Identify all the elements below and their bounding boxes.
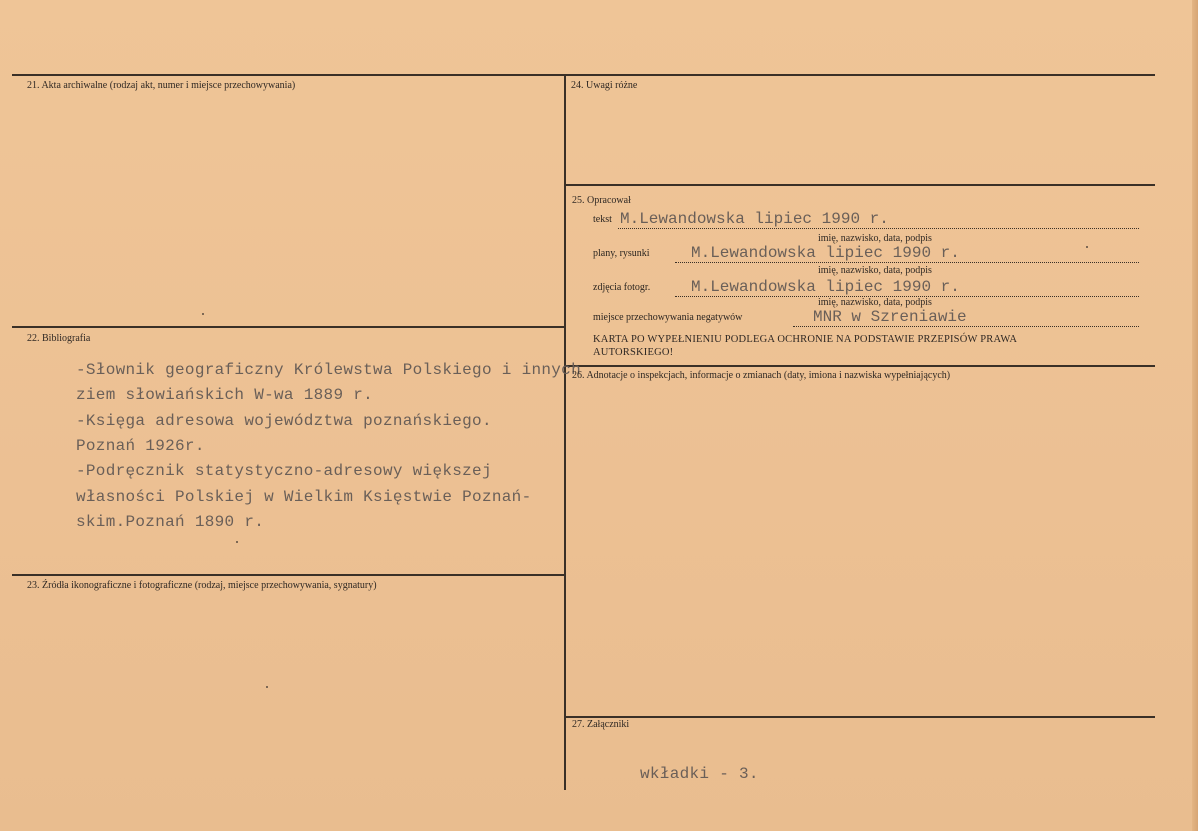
plany-dotted-line: [675, 262, 1139, 263]
center-divider: [564, 74, 566, 790]
bibliography-line: -Słownik geograficzny Królewstwa Polskiego i innych: [76, 361, 581, 379]
paper-speck: [202, 313, 204, 315]
rule-22: [12, 326, 564, 328]
plany-value: M.Lewandowska lipiec 1990 r.: [691, 244, 960, 262]
card-edge: [1192, 0, 1198, 831]
bibliography-line: skim.Poznań 1890 r.: [76, 513, 265, 531]
tekst-value: M.Lewandowska lipiec 1990 r.: [620, 210, 889, 228]
section-21-label: 21. Akta archiwalne (rodzaj akt, numer i miejsce przechowywania): [27, 80, 296, 91]
section-25-label: 25. Opracował: [572, 195, 631, 206]
paper-speck: [266, 686, 268, 688]
zdjecia-label: zdjęcia fotogr.: [593, 282, 651, 293]
section-24-label: 24. Uwagi różne: [571, 80, 638, 91]
zdjecia-row: [593, 277, 1139, 297]
zdjecia-caption: imię, nazwisko, data, podpis: [818, 297, 932, 308]
rule-25: [566, 184, 1155, 186]
section-22-label: 22. Bibliografia: [27, 333, 91, 344]
tekst-dotted-line: [618, 228, 1139, 229]
notice-line-1: KARTA PO WYPEŁNIENIU PODLEGA OCHRONIE NA PODSTAWIE PRZEPISÓW PRAWA: [593, 334, 1018, 345]
plany-label: plany, rysunki: [593, 248, 650, 259]
section-26-label: 26. Adnotacje o inspekcjach, informacje o zmianach (daty, imiona i nazwiska wypełniających): [572, 370, 951, 381]
rule-23: [12, 574, 564, 576]
section-23-label: 23. Źródła ikonograficzne i fotograficzne (rodzaj, miejsce przechowywania, sygnatury): [27, 580, 377, 591]
paper-speck: [236, 541, 238, 543]
tekst-caption: imię, nazwisko, data, podpis: [818, 233, 932, 244]
bibliography-line: -Podręcznik statystyczno-adresowy większej: [76, 462, 492, 480]
plany-row: [593, 243, 1139, 263]
copyright-notice: [593, 333, 1017, 359]
plany-caption: imię, nazwisko, data, podpis: [818, 265, 932, 276]
bibliography-line: własności Polskiej w Wielkim Księstwie Poznań-: [76, 488, 532, 506]
tekst-label: tekst: [593, 214, 612, 225]
notice-line-2: AUTORSKIEGO!: [593, 347, 674, 358]
rule-27: [566, 716, 1155, 718]
bibliography-line: Poznań 1926r.: [76, 437, 205, 455]
bibliography-line: -Księga adresowa województwa poznańskiego.: [76, 412, 492, 430]
paper-speck: [1086, 246, 1088, 248]
miejsce-row: [593, 307, 1139, 327]
miejsce-label: miejsce przechowywania negatywów: [593, 312, 743, 323]
rule-26: [566, 365, 1155, 367]
miejsce-value: MNR w Szreniawie: [813, 308, 967, 326]
attachments-value: wkładki - 3.: [640, 765, 759, 783]
miejsce-dotted-line: [793, 326, 1139, 327]
zdjecia-value: M.Lewandowska lipiec 1990 r.: [691, 278, 960, 296]
bibliography-line: ziem słowiańskich W-wa 1889 r.: [76, 386, 374, 404]
section-27-label: 27. Załączniki: [572, 719, 630, 730]
tekst-row: [593, 209, 1139, 229]
top-rule: [12, 74, 1155, 76]
